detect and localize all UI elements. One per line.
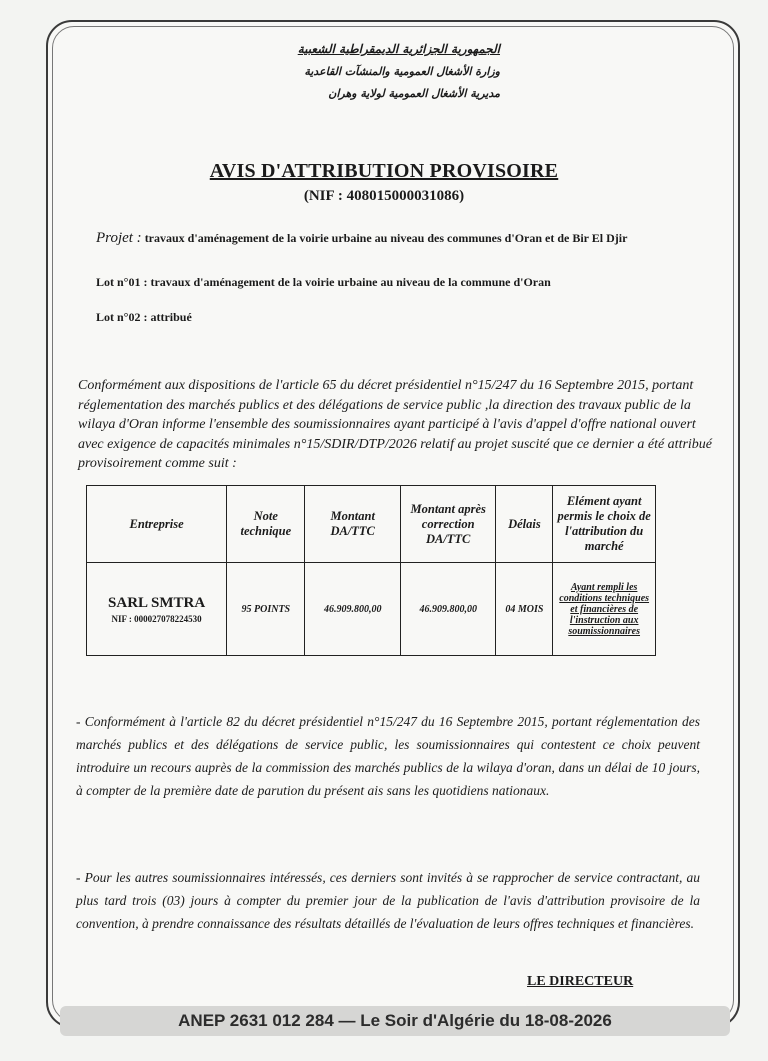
entreprise-name: SARL SMTRA (108, 594, 206, 611)
project-label: Projet : (96, 230, 142, 246)
attribution-table (86, 485, 656, 656)
header-delais: Délais (496, 486, 553, 563)
notice-nif: (NIF : 408015000031086) (303, 188, 465, 204)
header-montant-correction: Montant après correction DA/TTC (400, 486, 496, 563)
notice-title: AVIS D'ATTRIBUTION PROVISOIRE (209, 160, 559, 182)
signature-director: LE DIRECTEUR (527, 974, 634, 989)
header-element: Elément ayant permis le choix de l'attribution du marché (553, 486, 656, 563)
cell-note: 95 POINTS (227, 563, 305, 656)
arabic-header-line1: الجمهورية الجزائرية الديمقراطية الشعبية (297, 42, 500, 56)
cell-element: Ayant rempli les conditions techniques et financières de l'instruction aux soumissionnaires (553, 563, 656, 656)
header-entreprise: Entreprise (87, 486, 227, 563)
arabic-header-line3: مديرية الأشغال العمومية لولاية وهران (328, 87, 500, 100)
table-row (87, 563, 656, 656)
header-montant: Montant DA/TTC (305, 486, 401, 563)
cell-delais: 04 MOIS (496, 563, 553, 656)
intro-paragraph: Conformément aux dispositions de l'article 65 du décret présidentiel n°15/247 du 16 Septembre 2015, portant réglementation des marchés publics et des délégations de service public ,la direction des travaux public de la wilaya d'Oran informe l'ensemble des soumissionnaires ayant participé à l'avis d'appel d'offre national ouvert avec exigence de capacités minimales n°15/SDIR/DTP/2026 relatif au projet suscité que ce dernier a été attribué provisoirement comme suit : (78, 378, 713, 471)
header-note: Note technique (227, 486, 305, 563)
entreprise-nif: NIF : 000027078224530 (111, 613, 202, 624)
cell-montant-correction: 46.909.800,00 (400, 563, 496, 656)
publication-footer: ANEP 2631 012 284 — Le Soir d'Algérie du 18-08-2026 (60, 1006, 730, 1036)
project-line (96, 230, 627, 247)
cell-montant: 46.909.800,00 (305, 563, 401, 656)
cell-entreprise (87, 563, 227, 656)
lot1-line: Lot n°01 : travaux d'aménagement de la voirie urbaine au niveau de la commune d'Oran (96, 275, 551, 289)
recourse-paragraph: - Conformément à l'article 82 du décret présidentiel n°15/247 du 16 Septembre 2015, portant réglementation des marchés publics et des délégations de service public, les soumissionnaires qui contestent ce choix peuvent introduire un recours auprès de la commission des marchés publics de la wilaya d'oran, dans un délai de 10 jours, à compter de la première date de parution du présent ais sans les quotidiens nationaux. (76, 714, 700, 798)
lot2-line: Lot n°02 : attribué (96, 310, 192, 324)
consultation-paragraph: - Pour les autres soumissionnaires intéressés, ces derniers sont invités à se rapprocher de service contractant, au plus tard trois (03) jours à compter du premier jour de la publication de l'avis d'attribution provisoire de la convention, à prendre connaissance des résultats détaillés de l'évaluation de leurs offres techniques et financières. (76, 870, 700, 931)
arabic-header-line2: وزارة الأشغال العمومية والمنشآت القاعدية (304, 65, 500, 78)
table-header-row (87, 486, 656, 563)
project-text: travaux d'aménagement de la voirie urbaine au niveau des communes d'Oran et de Bir El Djir (144, 231, 628, 245)
